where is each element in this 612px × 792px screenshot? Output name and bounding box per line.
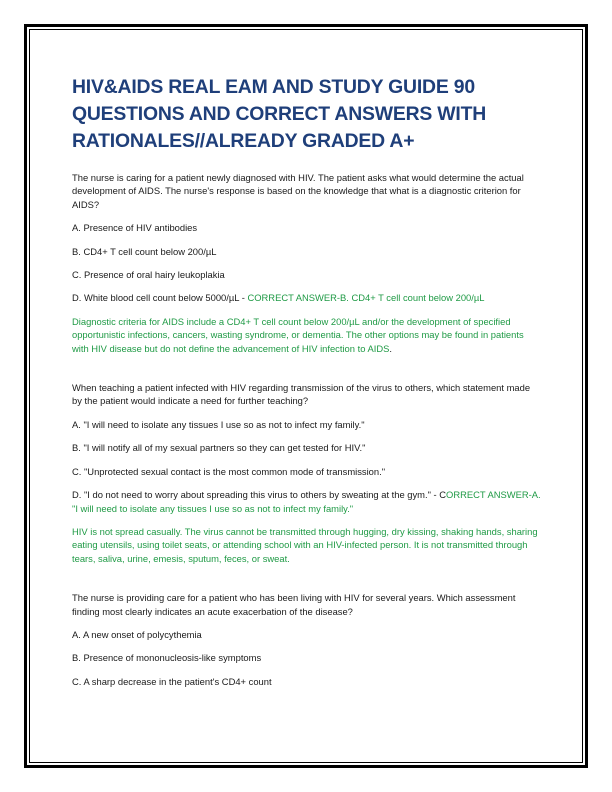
question-block-1 (72, 171, 542, 355)
rationale-period: . (389, 342, 392, 354)
rationale (72, 315, 542, 355)
question-stem: The nurse is caring for a patient newly diagnosed with HIV. The patient asks what would determine the actual development of AIDS. The nurse's response is based on the knowledge that what is a diagnostic criterion for AIDS? (72, 172, 524, 210)
question-block-2 (72, 381, 542, 565)
option-a: A. "I will need to isolate any tissues I use so as not to infect my family." (72, 418, 365, 430)
option-c: C. Presence of oral hairy leukoplakia (72, 269, 225, 281)
question-stem: When teaching a patient infected with HIV regarding transmission of the virus to others, which statement made by the patient would indicate a need for further teaching? (72, 382, 531, 407)
option-d: D. "I do not need to worry about spreading this virus to others by sweating at the gym." - C (72, 489, 447, 501)
document-title: HIV&AIDS REAL EAM AND STUDY GUIDE 90 QUESTIONS AND CORRECT ANSWERS WITH RATIONALES//ALREADY GRADED A+ (72, 76, 487, 152)
rationale-text: Diagnostic criteria for AIDS include a CD4+ T cell count below 200/µL and/or the development of specified opportunistic infections, cancers, wasting syndrome, or dementia. The other options may be found in patients with HIV disease but do not define the advancement of HIV infection to AIDS (72, 315, 524, 354)
question-stem: The nurse is providing care for a patient who has been living with HIV for several years. Which assessment finding most clearly indicates an acute exacerbation of the disease? (72, 592, 516, 617)
option-d-with-answer (72, 291, 542, 304)
correct-answer: CORRECT ANSWER-B. CD4+ T cell count below 200/µL (247, 292, 485, 304)
rationale: HIV is not spread casually. The virus cannot be transmitted through hugging, dry kissing, shaking hands, sharing eating utensils, using toilet seats, or attending school with an HIV-infected person. It is not transmitted through tears, saliva, urine, emesis, sputum, feces, or sweat. (72, 525, 538, 564)
question-block-3 (72, 591, 542, 688)
option-b: B. "I will notify all of my sexual partners so they can get tested for HIV." (72, 442, 366, 454)
option-c: C. A sharp decrease in the patient's CD4+ count (72, 675, 272, 687)
option-b: B. Presence of mononucleosis-like symptoms (72, 652, 262, 664)
document-body (72, 74, 542, 698)
option-d-with-answer (72, 488, 542, 515)
option-c: C. "Unprotected sexual contact is the most common mode of transmission." (72, 465, 386, 477)
option-a: A. Presence of HIV antibodies (72, 222, 198, 234)
option-d: D. White blood cell count below 5000/µL - (72, 292, 248, 304)
correct-answer: ORRECT ANSWER-A. "I will need to isolate any tissues I use so as not to infect my family." (72, 489, 541, 514)
option-b: B. CD4+ T cell count below 200/µL (72, 245, 217, 257)
option-a: A. A new onset of polycythemia (72, 628, 202, 640)
